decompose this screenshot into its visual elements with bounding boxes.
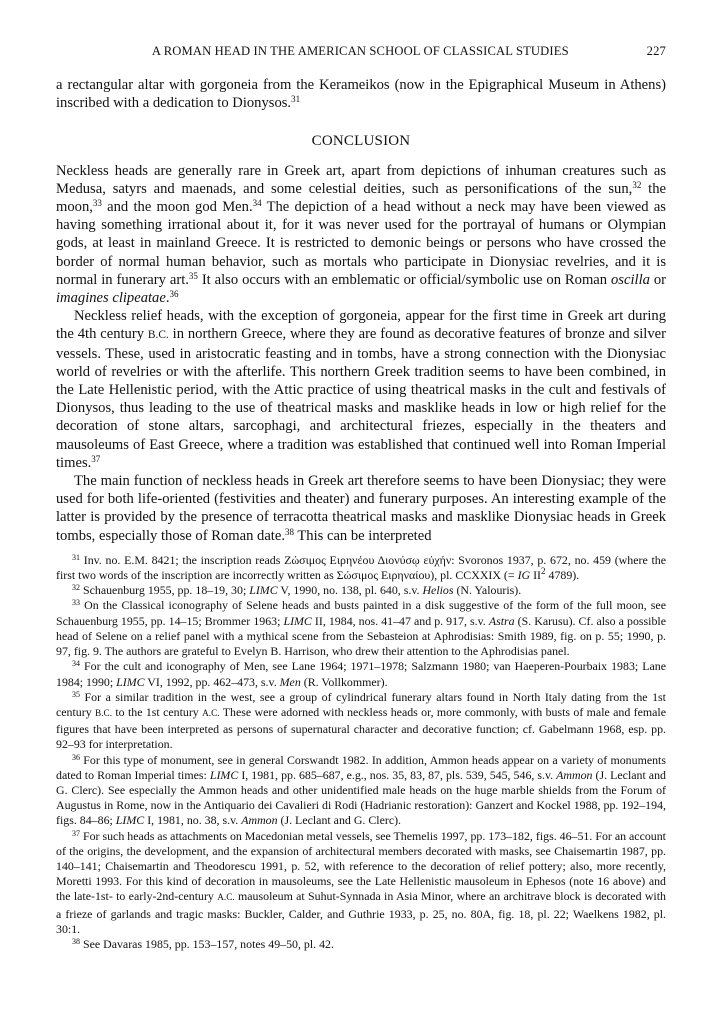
text-run: to the 1st century xyxy=(112,704,203,719)
text-run: (J. Leclant and G. Clerc). See especially the Ammon heads and other unidentified male heads on the huge marble shields from the Forum of Augustus in Rome, now in the Antiquario dei Cavalieri di Rodi (Hadrianic restoration): Ganzert and Kockel 1988, pp. 192–194, figs. 84–86; xyxy=(56,767,666,828)
footnote-number: 34 xyxy=(72,659,80,669)
text-run: II xyxy=(530,568,542,583)
text-run: For this type of monument, see in general Corswandt 1982. In addition, Ammon heads appear on a variety of monuments dated to Roman Imperial times: xyxy=(56,752,666,782)
running-title: A ROMAN HEAD IN THE AMERICAN SCHOOL OF CLASSICAL STUDIES xyxy=(151,44,569,58)
italic-text: IG xyxy=(517,568,531,583)
text-run: V, 1990, no. 138, pl. 640, s.v. xyxy=(277,583,423,598)
text-run: On the Classical iconography of Selene heads and busts painted in a disk suggestive of the form of the full moon, see Schauenburg 1955, pp. 14–15; Brommer 1963; xyxy=(56,598,666,628)
italic-text: Ammon xyxy=(556,767,593,782)
italic-text: Astra xyxy=(488,613,515,628)
text-run: Neckless heads are generally rare in Greek art, apart from depictions of inhuman creatures such as Medusa, satyrs and maenads, and some celestial deities, such as personifications of the sun, xyxy=(56,162,666,197)
text-run: 4789). xyxy=(545,568,580,583)
italic-text: LIMC xyxy=(249,583,278,598)
page-number: 227 xyxy=(646,44,666,58)
italic-text: LIMC xyxy=(115,813,145,828)
footnote xyxy=(56,598,666,659)
footnote xyxy=(56,937,666,952)
footnote-number: 37 xyxy=(72,828,80,838)
footnote-number: 36 xyxy=(72,752,80,762)
text-run: Schauenburg 1955, pp. 18–19, 30; xyxy=(82,583,250,598)
intro-text: a rectangular altar with gorgoneia from the Kerameikos (now in the Epigraphical Museum in Athens) inscribed with a dedication to Dionysos. xyxy=(56,77,666,112)
intro-paragraph xyxy=(56,76,666,112)
text-run: For such heads as attachments on Macedonian metal vessels, see Themelis 1997, pp. 173–182, figs. 46–51. For an account of the origins, the development, and the expansion of architectural members decorated with masks, see Chaisemartin 1987, pp. 140–141; Chaisemartin and Theodorescu 1991, p. 52, with reference to the decoration of relief pottery; also, more recently, Moretti 1993. For this kind of decoration in mausoleums, see the Late Hellenistic mausoleum in Ephesos (note 16 above) and the late-1st- to early-2nd-century xyxy=(56,828,666,904)
text-run: II, 1984, nos. 41–47 and p. 917, s.v. xyxy=(311,613,489,628)
note-ref: 34 xyxy=(252,198,262,209)
footnotes xyxy=(56,553,666,952)
footnote-number: 31 xyxy=(72,552,80,562)
text-run: mausoleum at Suhut-Synnada in Asia Minor, where an architrave block is decorated with a frieze of garlands and tragic masks: Buckler, Calder, and Guthrie 1933, p. 25, no. 80A, fig. 18, pl. 22; Waelkens 1982, pl. 30:1. xyxy=(56,889,666,936)
text-run: (N. Yalouris). xyxy=(453,583,522,598)
text-run: (R. Vollkommer). xyxy=(300,674,388,689)
footnote xyxy=(56,829,666,937)
text-run: VI, 1992, pp. 462–473, s.v. xyxy=(144,674,280,689)
italic-text: LIMC xyxy=(116,674,145,689)
note-ref: 38 xyxy=(285,526,294,537)
footnote-number: 38 xyxy=(72,936,80,946)
text-run: This can be interpreted xyxy=(294,527,432,544)
text-run: Neckless relief heads, with the exception of gorgoneia, appear for the first time in Greek art during the 4th century xyxy=(56,308,666,343)
text-run: Inv. no. E.M. 8421; the inscription reads Ζώσιμος Ειρηνέου Διονύσῳ εὐχήν: Svoronos 1937, p. 672, no. 459 (where the first two words of the inscription are incorrectly written as Σώσιμος Ειρηναίου), pl. CCXXIX (= xyxy=(56,552,666,583)
note-ref: 36 xyxy=(169,289,179,300)
italic-text: LIMC xyxy=(209,767,239,782)
paragraph xyxy=(56,162,666,308)
text-run: (J. Leclant and G. Clerc). xyxy=(277,813,402,828)
note-ref: 37 xyxy=(91,453,101,464)
text-run: These were adorned with neckless heads or, more commonly, with busts of male and female figures that have been interpreted as persons of supernatural character and decorative function; cf. Gabelmann 1968, esp. pp. 92–93 for interpretation. xyxy=(56,704,666,752)
small-caps-abbrev: A.C. xyxy=(202,708,220,719)
small-caps-abbrev: B.C. xyxy=(147,329,169,342)
note-ref: 32 xyxy=(632,179,642,190)
text-run: or xyxy=(649,271,666,288)
note-ref: 31 xyxy=(291,94,301,105)
footnote xyxy=(56,583,666,598)
text-run: in northern Greece, where they are found as decorative features of bronze and silver vessels. These, used in aristocratic feasting and in tombs, have a strong connection with the Dionysiac world of revelries or with the afterlife. This northern Greek tradition seems to have been combined, in the Late Hellenistic period, with the Attic practice of using theatrical masks in the cult and festivals of Dionysos, thus leading to the use of theatrical masks and masklike heads in low or high relief for the decoration of stone altars, sarcophagi, and architectural friezes, especially in the theaters and mausoleums of East Greece, where a tradition was established that continued well into Roman Imperial times. xyxy=(56,326,666,471)
text-run: and the moon god Men. xyxy=(101,199,253,216)
footnote-number: 35 xyxy=(72,689,80,699)
text-run: I, 1981, no. 38, s.v. xyxy=(144,813,242,828)
paragraph xyxy=(56,472,666,545)
note-ref: 2 xyxy=(541,566,546,577)
text-run: The main function of neckless heads in Greek art therefore seems to have been Dionysiac; they were used for both life-oriented (festivities and theater) and funerary purposes. An interesting example of the latter is provided by the presence of terracotta theatrical masks and masklike Dionysiac heads in Greek tombs, especially those of Roman date. xyxy=(56,473,666,544)
page xyxy=(56,44,666,952)
note-ref: 35 xyxy=(188,270,198,281)
running-head xyxy=(56,44,666,64)
note-ref: 33 xyxy=(92,198,102,209)
text-run: (S. Karusu). Cf. also a possible head of Selene on a relief panel with a mythical scene from the Sebasteion at Aphrodisias: Smith 1989, fig. on p. 55; 1990, p. 97, fig. 9. The authors are grateful to Evelyn B. Harrison, who drew their attention to the Aphrodisias panel. xyxy=(56,613,666,659)
footnote-number: 32 xyxy=(72,583,80,593)
italic-text: Ammon xyxy=(241,813,278,828)
small-caps-abbrev: A.C. xyxy=(217,893,235,904)
text-run: . xyxy=(165,290,170,307)
footnote xyxy=(56,659,666,689)
italic-text: Helios xyxy=(422,583,454,598)
text-run: For a similar tradition in the west, see a group of cylindrical funerary altars found in North Italy dating from the 1st century xyxy=(56,689,666,719)
text-run: See Davaras 1985, pp. 153–157, notes 49–50, pl. 42. xyxy=(82,936,334,951)
text-run: The depiction of a head without a neck may have been viewed as having something irrational about it, for it was never used for the portrayal of humans or Olympian gods, at least in mainland Greece. It is restricted to demonic beings or persons who have crossed the border of normal human behavior, such as mortals who participate in Dionysiac revelries, and it is normal in funerary art. xyxy=(56,199,666,288)
italic-text: oscilla xyxy=(611,271,650,288)
text-run: It also occurs with an emblematic or official/symbolic use on Roman xyxy=(197,271,611,288)
footnote-number: 33 xyxy=(72,598,80,608)
italic-text: imagines clipeatae xyxy=(56,290,166,307)
italic-text: Men xyxy=(279,674,301,689)
body-text xyxy=(56,76,666,545)
footnote xyxy=(56,753,666,829)
italic-text: LIMC xyxy=(283,613,312,628)
small-caps-abbrev: B.C. xyxy=(95,708,113,719)
text-run: I, 1981, pp. 685–687, e.g., nos. 35, 83, 87, pls. 539, 545, 546, s.v. xyxy=(238,767,557,782)
section-heading: CONCLUSION xyxy=(311,133,411,150)
paragraph xyxy=(56,307,666,472)
text-run: the moon, xyxy=(56,180,667,216)
footnote xyxy=(56,690,666,753)
text-run: For the cult and iconography of Men, see Lane 1964; 1971–1978; Salzmann 1980; van Haeperen-Pourbaix 1983; Lane 1984; 1990; xyxy=(56,659,666,689)
footnote xyxy=(56,553,666,583)
